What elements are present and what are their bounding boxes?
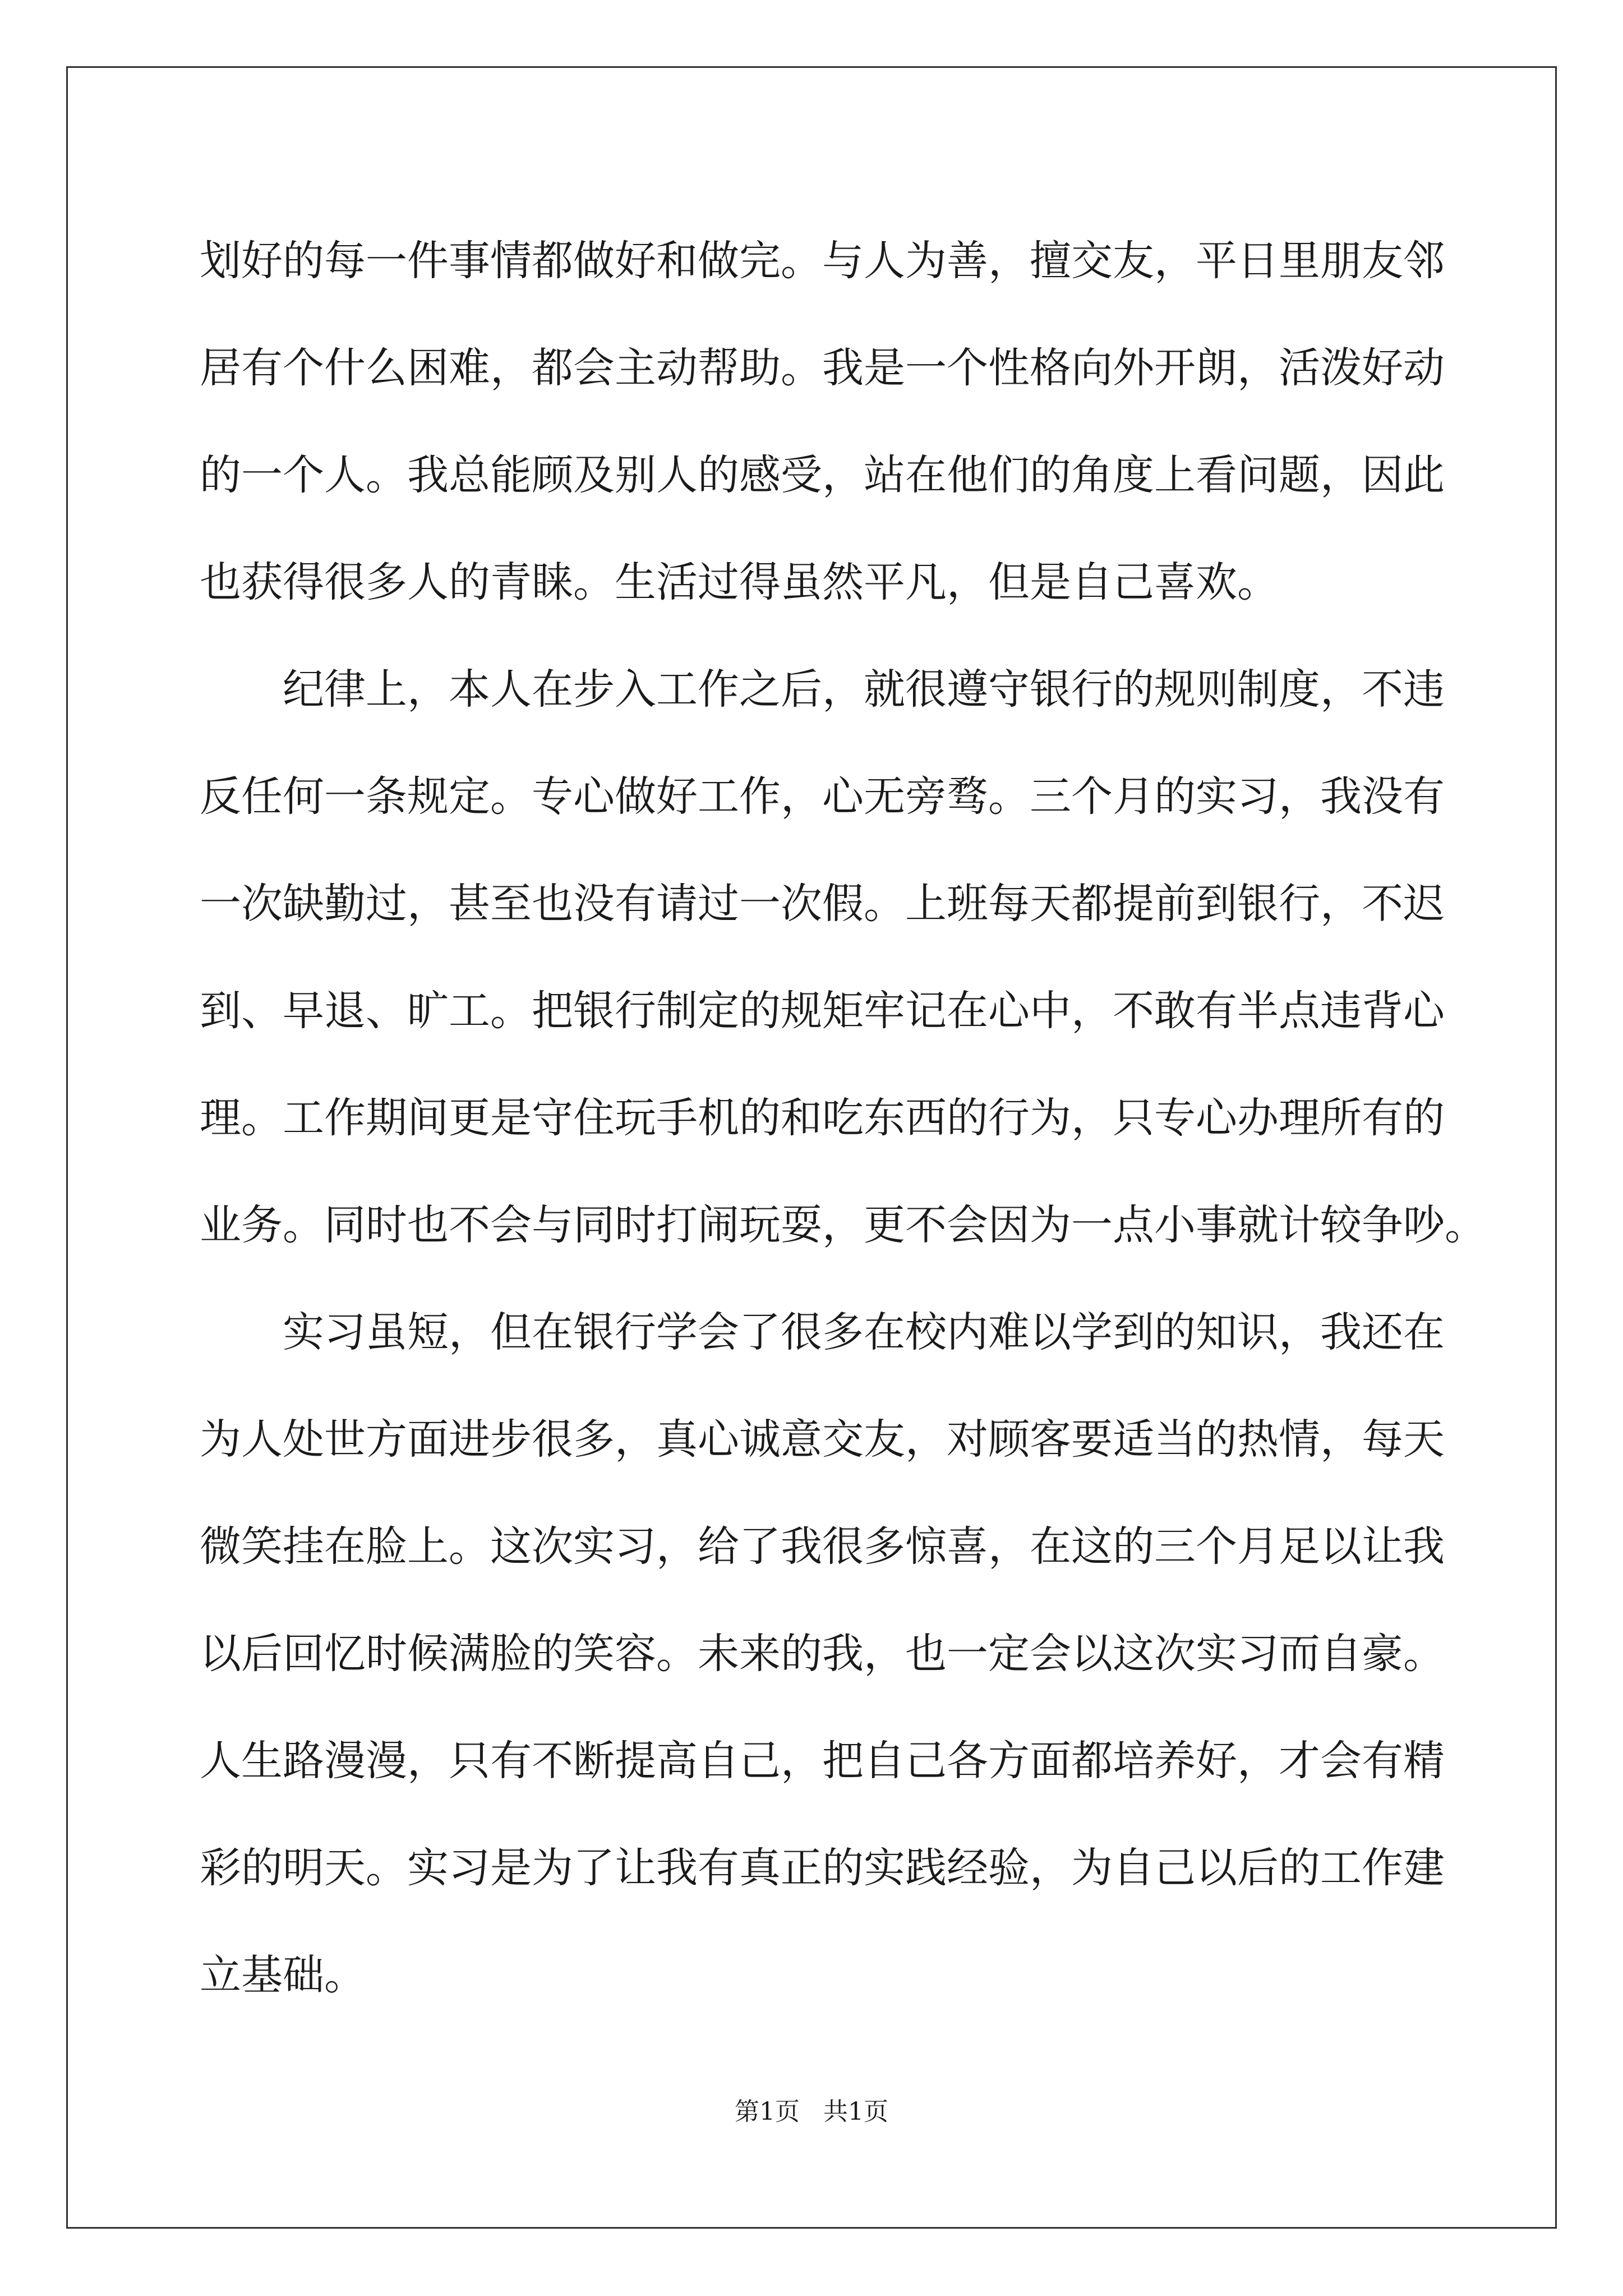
text-line: 彩的明天。实习是为了让我有真正的实践经验，为自己以后的工作建 (200, 1844, 1445, 1892)
paragraph-first-line: 实习虽短，但在银行学会了很多在校内难以学到的知识，我还在 (283, 1308, 1445, 1356)
text-line: 反任何一条规定。专心做好工作，心无旁骛。三个月的实习，我没有 (200, 772, 1445, 821)
text-line: 人生路漫漫，只有不断提高自己，把自己各方面都培养好，才会有精 (200, 1737, 1445, 1785)
text-line: 的一个人。我总能顾及别人的感受，站在他们的角度上看问题，因此 (200, 451, 1445, 499)
text-line: 到、早退、旷工。把银行制定的规矩牢记在心中，不敢有半点违背心 (200, 987, 1445, 1035)
text-line: 立基础。 (200, 1951, 366, 1999)
text-line: 理。工作期间更是守住玩手机的和吃东西的行为，只专心办理所有的 (200, 1094, 1445, 1142)
text-line: 业务。同时也不会与同时打闹玩耍，更不会因为一点小事就计较争吵。 (200, 1201, 1486, 1249)
text-line: 居有个什么困难，都会主动帮助。我是一个性格向外开朗，活泼好动 (200, 344, 1445, 392)
document-body (200, 208, 1486, 2029)
page-number-footer: 第1页 共1页 (735, 2097, 888, 2126)
text-line: 为人处世方面进步很多，真心诚意交友，对顾客要适当的热情，每天 (200, 1415, 1445, 1464)
text-line: 也获得很多人的青睐。生活过得虽然平凡，但是自己喜欢。 (200, 558, 1279, 606)
paragraph-first-line: 纪律上，本人在步入工作之后，就很遵守银行的规则制度，不违 (283, 665, 1445, 714)
text-line: 划好的每一件事情都做好和做完。与人为善，擅交友，平日里朋友邻 (200, 237, 1445, 285)
text-line: 微笑挂在脸上。这次实习，给了我很多惊喜，在这的三个月足以让我 (200, 1522, 1445, 1571)
text-line: 以后回忆时候满脸的笑容。未来的我，也一定会以这次实习而自豪。 (200, 1630, 1445, 1678)
text-line: 一次缺勤过，甚至也没有请过一次假。上班每天都提前到银行，不迟 (200, 880, 1445, 928)
